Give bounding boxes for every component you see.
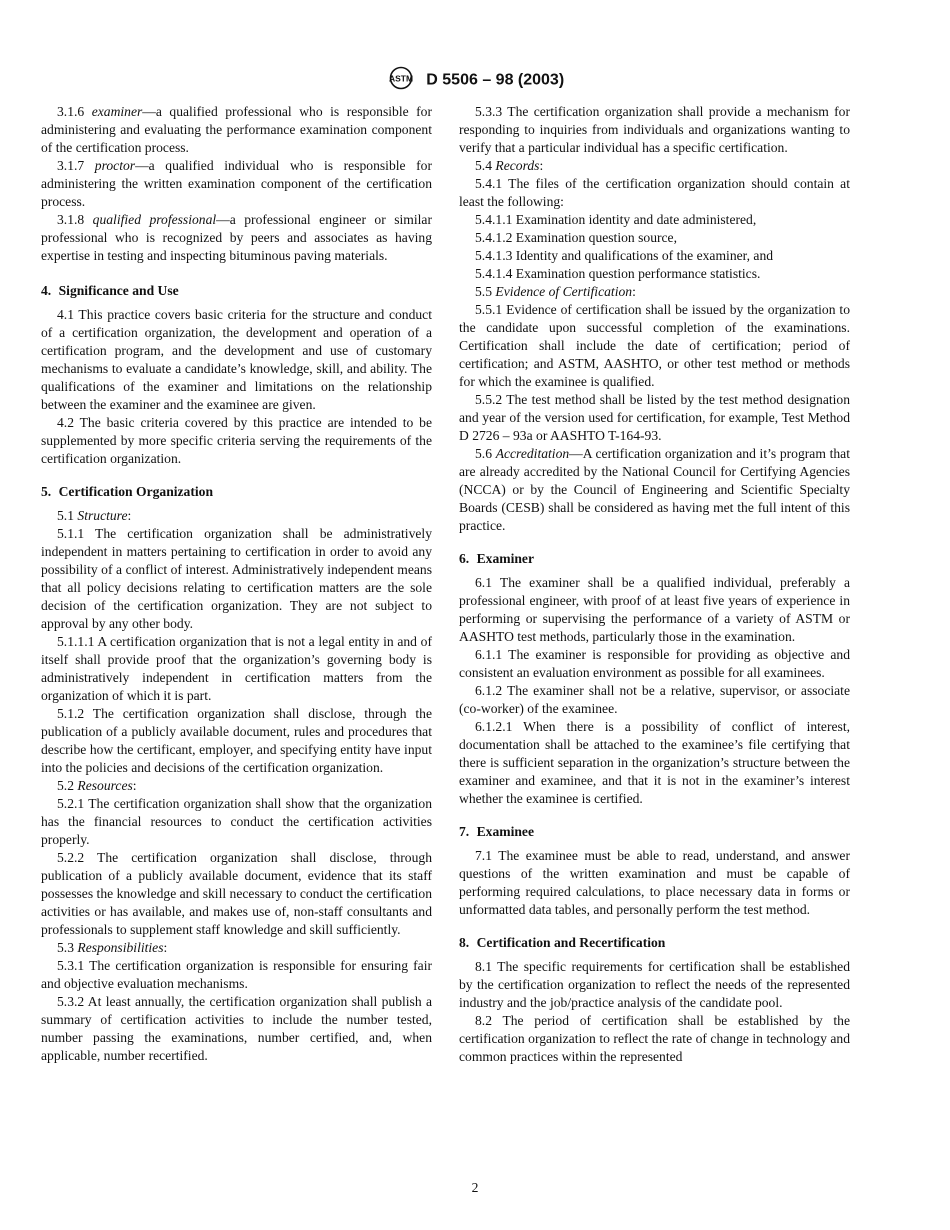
page-number: 2 — [471, 1180, 479, 1195]
paragraph-3-1-6: 3.1.6 examiner—a qualified professional who is responsible for administering and evaluating the performance examination component of the certification process. — [41, 104, 432, 155]
paragraph-5-5-2: 5.5.2 The test method shall be listed by the test method designation and year of the version used for certification, for example, Test Method D 2726 – 93a or AASHTO T-164-93. — [459, 392, 850, 443]
paragraph-3-1-8: 3.1.8 qualified professional—a professional engineer or similar professional who is recognized by peers and associates as having expertise in testing and inspecting bituminous paving materials. — [41, 212, 432, 263]
paragraph-5-2-1: 5.2.1 The certification organization shall show that the organization has the financial resources to conduct the certification activities properly. — [41, 796, 432, 847]
paragraph-5-6: 5.6 Accreditation—A certification organization and it’s program that are already accredited by the National Council for Certifying Agencies (NCCA) or by the Council of Engineering and Scientific Specialty Boards (CESB) shall be considered as having met the full intent of this practice. — [459, 446, 850, 533]
paragraph-5-4-1-2: 5.4.1.2 Examination question source, — [475, 230, 677, 245]
paragraph-3-1-7: 3.1.7 proctor—a qualified individual who is responsible for administering the written examination component of the certification process. — [41, 158, 432, 209]
paragraph-4-1: 4.1 This practice covers basic criteria for the structure and conduct of a certification organization, the development and operation of a certification program, and the development and use of customary mechanisms to evaluate a candidate’s knowledge, skill, and ability. The qualifications of the examiner and limitations on the relationship between the examiner and the examinee are given. — [41, 307, 432, 412]
paragraph-4-2: 4.2 The basic criteria covered by this practice are intended to be supplemented by more specific criteria serving the requirements of the certification organization. — [41, 415, 432, 466]
paragraph-5-2-2: 5.2.2 The certification organization shall disclose, through publication of a publicly available document, evidence that its staff possesses the knowledge and skill necessary to conduct the certification activities or has available, and makes use of, non-staff consultants and professionals to supplement staff knowledge and skill sufficiently. — [41, 850, 432, 937]
paragraph-5-4-1-1: 5.4.1.1 Examination identity and date administered, — [475, 212, 757, 227]
paragraph-5-1-2: 5.1.2 The certification organization shall disclose, through the publication of a publicly available document, rules and procedures that describe how the certificant, employer, and specifying entity have input into the policies and decisions of the certification organization. — [41, 706, 432, 775]
term-examiner: examiner — [91, 104, 143, 119]
paragraph-5-1-1: 5.1.1 The certification organization shall be administratively independent in matters pertaining to certification in order to avoid any possibility of a conflict of interest. Administratively independent means that all policy decisions relating to certification matters are the sole decision of the certification organization. They are not subject to approval by any other body. — [41, 526, 432, 631]
page-header — [0, 66, 950, 95]
section-heading-8: 8. Certification and Recertification — [459, 935, 666, 950]
paragraph-5-1: 5.1 Structure: — [57, 508, 132, 523]
paragraph-5-3-2: 5.3.2 At least annually, the certification organization shall publish a summary of certification activities to include the number tested, number passing the examinations, number certified, and, when applicable, number recertified. — [41, 994, 432, 1063]
paragraph-6-1-2-1: 6.1.2.1 When there is a possibility of conflict of interest, documentation shall be attached to the examinee’s file certifying that there is sufficient separation in the organization’s structure between the examiner and examinee, and that it is not in the examiner’s interest whether the examinee is certified. — [459, 719, 850, 806]
paragraph-5-4-1-4: 5.4.1.4 Examination question performance statistics. — [475, 266, 761, 281]
paragraph-5-5: 5.5 Evidence of Certification: — [475, 284, 636, 299]
paragraph-5-3-3: 5.3.3 The certification organization shall provide a mechanism for responding to inquiries from individuals and organizations wanting to verify that a particular individual has a specific certification. — [459, 104, 850, 155]
paragraph-5-3-1: 5.3.1 The certification organization is responsible for ensuring fair and objective evaluation mechanisms. — [41, 958, 432, 991]
paragraph-5-3: 5.3 Responsibilities: — [57, 940, 168, 955]
paragraph-5-4-1-3: 5.4.1.3 Identity and qualifications of the examiner, and — [475, 248, 774, 263]
section-heading-7: 7. Examinee — [459, 824, 534, 839]
paragraph-5-4: 5.4 Records: — [475, 158, 544, 173]
section-heading-6: 6. Examiner — [459, 551, 534, 566]
section-heading-4: 4. Significance and Use — [41, 283, 179, 298]
left-column — [41, 103, 432, 1065]
right-column — [459, 103, 850, 1066]
paragraph-6-1-2: 6.1.2 The examiner shall not be a relative, supervisor, or associate (co-worker) of the examinee. — [459, 683, 850, 716]
term-qualified-professional: qualified professional — [92, 212, 217, 227]
paragraph-8-2: 8.2 The period of certification shall be established by the certification organization to reflect the rate of change in technology and common practices within the represented — [459, 1013, 850, 1064]
term-proctor: proctor — [94, 158, 136, 173]
paragraph-5-4-1: 5.4.1 The files of the certification organization should contain at least the following: — [459, 176, 850, 209]
paragraph-5-2: 5.2 Resources: — [57, 778, 137, 793]
paragraph-6-1-1: 6.1.1 The examiner is responsible for providing as objective and consistent an evaluation environment as possible for all examinees. — [459, 647, 850, 680]
paragraph-6-1: 6.1 The examiner shall be a qualified individual, preferably a professional engineer, with proof of at least five years of experience in performing or supervising the performance of a variety of ASTM or AASHTO test methods, particularly those in the examination. — [459, 575, 850, 644]
document-designation: D 5506 – 98 (2003) — [426, 71, 565, 89]
paragraph-7-1: 7.1 The examinee must be able to read, understand, and answer questions of the written examination and must be capable of performing required calculations, to place necessary data in forms or unformatted data tables, and personally perform the test method. — [459, 848, 850, 917]
section-heading-5: 5. Certification Organization — [41, 484, 214, 499]
paragraph-5-5-1: 5.5.1 Evidence of certification shall be issued by the organization to the candidate upon successful completion of the examinations. Certification shall include the date of certification; period of certification; and ASTM, AASHTO, or other test method or methods for which the examinee is qualified. — [459, 302, 850, 389]
paragraph-5-1-1-1: 5.1.1.1 A certification organization that is not a legal entity in and of itself shall provide proof that the organization’s governing body is administratively independent in certification matters from the organization of which it is part. — [41, 634, 432, 703]
paragraph-8-1: 8.1 The specific requirements for certification shall be established by the certification organization to reflect the needs of the represented industry and the job/practice analysis of the candidate pool. — [459, 959, 850, 1010]
astm-logo — [386, 66, 416, 95]
astm-logo-text: ASTM — [388, 73, 413, 84]
